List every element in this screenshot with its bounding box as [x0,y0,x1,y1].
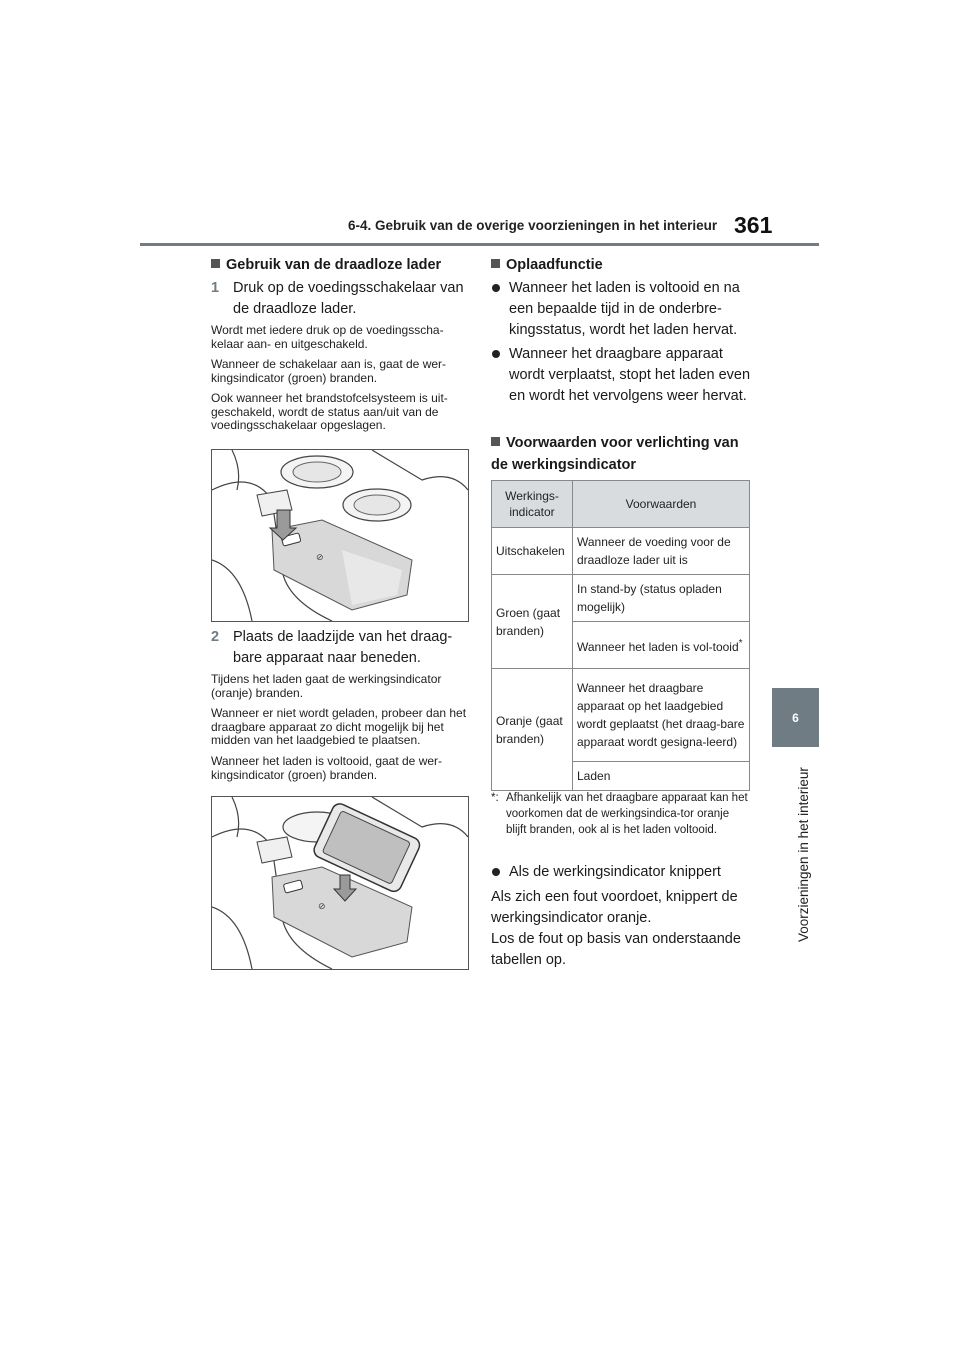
bullet-indicator-blinks: Als de werkingsindicator knippert [491,862,751,883]
note-complete-green: Wanneer het laden is voltooid, gaat de wer-kingsindicator (groen) branden. [211,754,443,782]
bullet-dot-icon [492,284,500,292]
condition-cell: Laden [573,762,750,791]
condition-cell: Wanneer de voeding voor de draadloze lader uit is [573,528,750,575]
condition-cell: Wanneer het draagbare apparaat op het laadgebied wordt geplaatst (het draag-bare apparaat wordt gesigna-leerd) [573,669,750,762]
column-header-conditions: Voorwaarden [573,481,750,528]
paragraph-resolve-error: Los de fout op basis van onderstaande tabellen op. [491,931,741,968]
square-bullet-icon [491,437,500,446]
header-title: 6-4. Gebruik van de overige voorzieningen in het interieur [348,218,718,233]
figure-power-switch [211,449,469,622]
section-heading-charge-function: Oplaadfunctie [491,255,751,275]
column-header-indicator: Werkings-indicator [492,481,573,528]
paragraph-error-blink: Als zich een fout voordoet, knippert de werkingsindicator oranje. [491,889,738,926]
note-indicator-green: Wanneer de schakelaar aan is, gaat de wer-kingsindicator (groen) branden. [211,357,447,385]
page-number: 361 [734,212,773,238]
chapter-tab: 6 [772,688,819,747]
indicator-conditions-table [491,480,750,791]
section-heading-wireless-charger: Gebruik van de draadloze lader [211,255,469,275]
table-header-row [492,481,750,528]
condition-cell: In stand-by (status opladen mogelijk) [573,575,750,622]
step-text: Plaats de laadzijde van het draag-bare apparaat naar beneden. [233,629,453,666]
note-place-center: Wanneer er niet wordt geladen, probeer dan het draagbare apparaat zo dicht mogelijk bij het midden van het laadgebied te plaatsen. [211,706,467,747]
bullet-resume-charging: Wanneer het laden is voltooid en na een bepaalde tijd in de onderbre-kingsstatus, wordt het laden hervat. [491,278,751,341]
svg-text:⊘: ⊘ [318,902,326,912]
step-1 [211,278,469,320]
step-text: Druk op de voedingsschakelaar van de draadloze lader. [233,280,464,317]
bullet-dot-icon [492,350,500,358]
table-row [492,669,750,762]
note-charging-orange: Tijdens het laden gaat de werkingsindicator (oranje) branden. [211,672,442,700]
footnote-text: Afhankelijk van het draagbare apparaat kan het voorkomen dat de werkingsindica-tor oranje blijft branden, ook al is het laden voltooid. [506,792,748,836]
table-row [492,528,750,575]
device-placement-illustration [212,797,468,969]
note-status-saved: Ook wanneer het brandstofcelsysteem is uit-geschakeld, wordt de status aan/uit van de voedingsschakelaar opgeslagen. [211,391,448,432]
step-number: 1 [211,280,220,296]
step-number: 2 [211,629,220,645]
section-heading-indicator-conditions: Voorwaarden voor verlichting van de werkingsindicator [491,435,739,473]
chapter-side-label: Voorzieningen in het interieur [796,767,811,942]
note-toggle: Wordt met iedere druk op de voedingsscha-kelaar aan- en uitgeschakeld. [211,323,444,351]
indicator-cell: Uitschakelen [492,528,573,575]
square-bullet-icon [491,259,500,268]
footnote-mark: *: [491,792,499,804]
step-2 [211,627,469,669]
bullet-dot-icon [492,868,500,876]
svg-text:⊘: ⊘ [316,553,324,563]
indicator-cell: Oranje (gaat branden) [492,669,573,791]
footnote-reference: * [738,637,743,649]
figure-place-device [211,796,469,970]
condition-cell: Wanneer het laden is vol-tooid* [573,622,750,669]
table-row [492,575,750,622]
footnote [491,790,749,838]
header-rule [140,243,819,246]
square-bullet-icon [211,259,220,268]
console-switch-illustration [212,450,468,621]
indicator-cell: Groen (gaat branden) [492,575,573,669]
bullet-device-moved: Wanneer het draagbare apparaat wordt verplaatst, stopt het laden even en wordt het vervolgens weer hervat. [491,344,751,407]
